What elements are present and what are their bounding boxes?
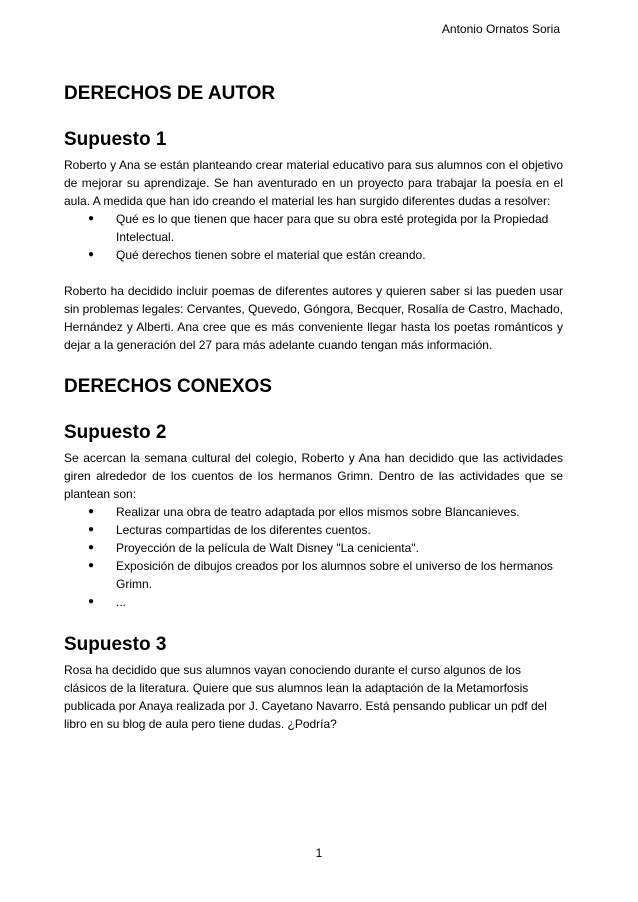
list-item bbox=[64, 521, 563, 539]
list-item-text: Lecturas compartidas de los diferentes cuentos. bbox=[116, 523, 371, 537]
list-item bbox=[64, 557, 563, 593]
supuesto-3-text: Rosa ha decidido que sus alumnos vayan conociendo durante el curso algunos de los clásicos de la literatura. Quiere que sus alumnos lean la adaptación de la Metamorfosis publicada por Anaya realizada por J. Cayetano Navarro. Está pensando publicar un pdf del libro en su blog de aula pero tiene dudas. ¿Podría? bbox=[64, 663, 547, 731]
list-item bbox=[64, 210, 563, 246]
document-content bbox=[64, 80, 563, 733]
bullet-icon: ● bbox=[88, 249, 95, 260]
page-number: 1 bbox=[315, 846, 323, 860]
supuesto-2-bullet-list bbox=[64, 503, 563, 611]
bullet-icon: ● bbox=[88, 542, 95, 553]
supuesto-1-title: Supuesto 1 bbox=[64, 129, 167, 150]
list-item bbox=[64, 539, 563, 557]
supuesto-1-paragraph-2: Roberto ha decidido incluir poemas de diferentes autores y quieren saber si las pueden usar sin problemas legales: Cervantes, Quevedo, Góngora, Becquer, Rosalía de Castro, Machado, Hernández y Alberti. Ana cree que es más conveniente llegar hasta los poetas románticos y dejar a la generación del 27 para más adelante cuando tengan más información. bbox=[64, 284, 563, 352]
bullet-icon: ● bbox=[88, 596, 95, 607]
supuesto-1-bullet-list bbox=[64, 210, 563, 264]
list-item bbox=[64, 503, 563, 521]
supuesto-3-title: Supuesto 3 bbox=[64, 634, 167, 655]
section-heading-derechos-conexos: DERECHOS CONEXOS bbox=[64, 376, 272, 397]
bullet-icon: ● bbox=[88, 506, 95, 517]
list-item-text: Qué derechos tienen sobre el material que están creando. bbox=[116, 248, 426, 262]
list-item-text: Exposición de dibujos creados por los alumnos sobre el universo de los hermanos Grimn. bbox=[116, 559, 553, 591]
supuesto-2-title: Supuesto 2 bbox=[64, 422, 167, 443]
supuesto-2-intro: Se acercan la semana cultural del colegio, Roberto y Ana han decidido que las actividades giren alrededor de los cuentos de los hermanos Grimn. Dentro de las actividades que se plantean son: bbox=[64, 451, 563, 501]
bullet-icon: ● bbox=[88, 213, 95, 224]
bullet-icon: ● bbox=[88, 524, 95, 535]
list-item-text: Realizar una obra de teatro adaptada por ellos mismos sobre Blancanieves. bbox=[116, 505, 520, 519]
list-item bbox=[64, 246, 563, 264]
section-heading-derechos-autor: DERECHOS DE AUTOR bbox=[64, 83, 276, 104]
supuesto-1-intro: Roberto y Ana se están planteando crear material educativo para sus alumnos con el objetivo de mejorar su aprendizaje. Se han aventurado en un proyecto para trabajar la poesía en el aula. A medida que han ido creando el material les han surgido diferentes dudas a resolver: bbox=[64, 158, 563, 208]
list-item bbox=[64, 593, 563, 611]
list-item-text: ... bbox=[116, 595, 127, 609]
header-author: Antonio Ornatos Soria bbox=[441, 22, 560, 36]
list-item-text: Qué es lo que tienen que hacer para que su obra esté protegida por la Propiedad Intelectual. bbox=[116, 212, 549, 244]
bullet-icon: ● bbox=[88, 560, 95, 571]
list-item-text: Proyección de la película de Walt Disney "La cenicienta". bbox=[116, 541, 419, 555]
